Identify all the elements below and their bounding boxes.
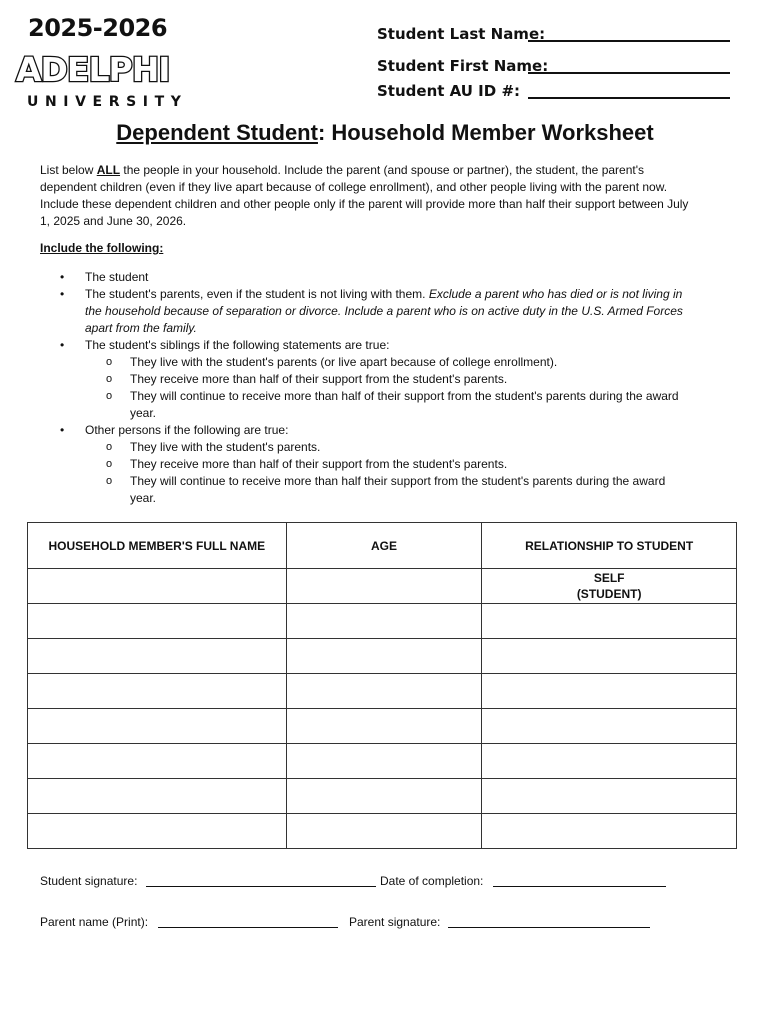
name-cell[interactable] (28, 639, 287, 674)
age-cell[interactable] (286, 674, 482, 709)
date-completion-label: Date of completion: (380, 874, 484, 888)
table-row (28, 604, 737, 639)
self-label: SELF (593, 571, 625, 585)
relationship-cell[interactable] (482, 814, 737, 849)
list-item (60, 337, 690, 354)
table-row (28, 674, 737, 709)
age-cell[interactable] (286, 709, 482, 744)
student-label: (STUDENT) (576, 587, 642, 601)
adelphi-logo-subtitle: UNIVERSITY (27, 94, 188, 110)
relationship-cell[interactable] (482, 604, 737, 639)
table-row (28, 709, 737, 744)
table-header-row (28, 523, 737, 569)
table-row (28, 779, 737, 814)
table-row (28, 569, 737, 604)
age-cell[interactable] (286, 569, 482, 604)
sub-list-item (60, 456, 690, 473)
intro-all: ALL (96, 163, 121, 177)
sub-list-item (60, 371, 690, 388)
parent-signature-label: Parent signature: (349, 915, 441, 929)
bullet-text: The student's parents, even if the student is not living with them. (85, 287, 429, 301)
relationship-cell[interactable] (482, 779, 737, 814)
sub-list-item (60, 473, 690, 507)
au-id-label: Student AU ID #: (377, 82, 521, 100)
bullet-text: The student (85, 270, 149, 284)
relationship-cell[interactable] (482, 674, 737, 709)
parent-name-label: Parent name (Print): (40, 915, 149, 929)
bullet-italic-text: Exclude a parent who has died or is not living in the household because of separation or divorce. Include a parent who is on active duty in the U.S. Armed Forces apart from the family. (85, 287, 683, 335)
household-table (27, 522, 737, 849)
parent-name-line[interactable] (158, 917, 338, 928)
last-name-label: Student Last Name: (377, 25, 546, 43)
age-cell[interactable] (286, 779, 482, 814)
circle-bullet-icon: o (106, 356, 113, 368)
list-item (60, 286, 690, 337)
circle-bullet-icon: o (106, 458, 113, 470)
relationship-cell[interactable] (482, 744, 737, 779)
sub-item-text: They live with the student's parents. (130, 440, 321, 454)
include-heading: Include the following: (40, 241, 164, 255)
age-cell[interactable] (286, 639, 482, 674)
sub-item-text: They receive more than half of their support from the student's parents. (130, 372, 508, 386)
table-row (28, 639, 737, 674)
circle-bullet-icon: o (106, 390, 113, 402)
intro-paragraph (40, 162, 690, 230)
school-year: 2025-2026 (28, 14, 168, 42)
list-item (60, 422, 690, 439)
bullet-text: The student's siblings if the following statements are true: (85, 338, 390, 352)
parent-signature-line[interactable] (448, 917, 650, 928)
bullet-icon: • (60, 287, 65, 301)
relationship-cell (482, 569, 737, 604)
name-cell[interactable] (28, 814, 287, 849)
sub-item-text: They will continue to receive more than half their support from the student's parents during the award year. (130, 474, 666, 505)
name-cell[interactable] (28, 709, 287, 744)
table-row (28, 744, 737, 779)
include-list (60, 269, 690, 507)
first-name-label: Student First Name: (377, 57, 549, 75)
name-cell[interactable] (28, 779, 287, 814)
header-full-name: HOUSEHOLD MEMBER'S FULL NAME (28, 523, 287, 569)
circle-bullet-icon: o (106, 441, 113, 453)
student-signature-line[interactable] (146, 876, 376, 887)
relationship-cell[interactable] (482, 639, 737, 674)
title-rest: : Household Member Worksheet (317, 120, 654, 145)
circle-bullet-icon: o (106, 373, 113, 385)
sub-item-text: They receive more than half of their support from the student's parents. (130, 457, 508, 471)
title-emphasis: Dependent Student (116, 120, 318, 145)
name-cell[interactable] (28, 604, 287, 639)
bullet-text: Other persons if the following are true: (85, 423, 289, 437)
sub-list-item (60, 439, 690, 456)
name-cell[interactable] (28, 569, 287, 604)
first-name-line[interactable] (528, 59, 730, 74)
bullet-icon: • (60, 338, 65, 352)
list-item (60, 269, 690, 286)
relationship-cell[interactable] (482, 709, 737, 744)
au-id-line[interactable] (528, 84, 730, 99)
intro-after: the people in your household. Include the parent (and spouse or partner), the student, the parent's dependent children (even if they live apart because of college enrollment), and other people living with the parent now. Include these dependent children and other people only if the parent will provide more than half their support between July 1, 2025 and June 30, 2026. (40, 163, 689, 228)
table-row (28, 814, 737, 849)
adelphi-logo: ADELPHI (16, 50, 170, 89)
header-relationship: RELATIONSHIP TO STUDENT (482, 523, 737, 569)
age-cell[interactable] (286, 814, 482, 849)
intro-before: List below (40, 163, 97, 177)
sub-list-item (60, 388, 690, 422)
date-completion-line[interactable] (493, 876, 666, 887)
sub-item-text: They will continue to receive more than half of their support from the student's parents during the award year. (130, 389, 679, 420)
sub-item-text: They live with the student's parents (or live apart because of college enrollment). (130, 355, 558, 369)
bullet-icon: • (60, 423, 65, 437)
page-title (0, 120, 770, 146)
name-cell[interactable] (28, 744, 287, 779)
bullet-icon: • (60, 270, 65, 284)
header-age: AGE (286, 523, 482, 569)
circle-bullet-icon: o (106, 475, 113, 487)
last-name-line[interactable] (528, 27, 730, 42)
sub-list-item (60, 354, 690, 371)
name-cell[interactable] (28, 674, 287, 709)
age-cell[interactable] (286, 744, 482, 779)
student-signature-label: Student signature: (40, 874, 138, 888)
age-cell[interactable] (286, 604, 482, 639)
